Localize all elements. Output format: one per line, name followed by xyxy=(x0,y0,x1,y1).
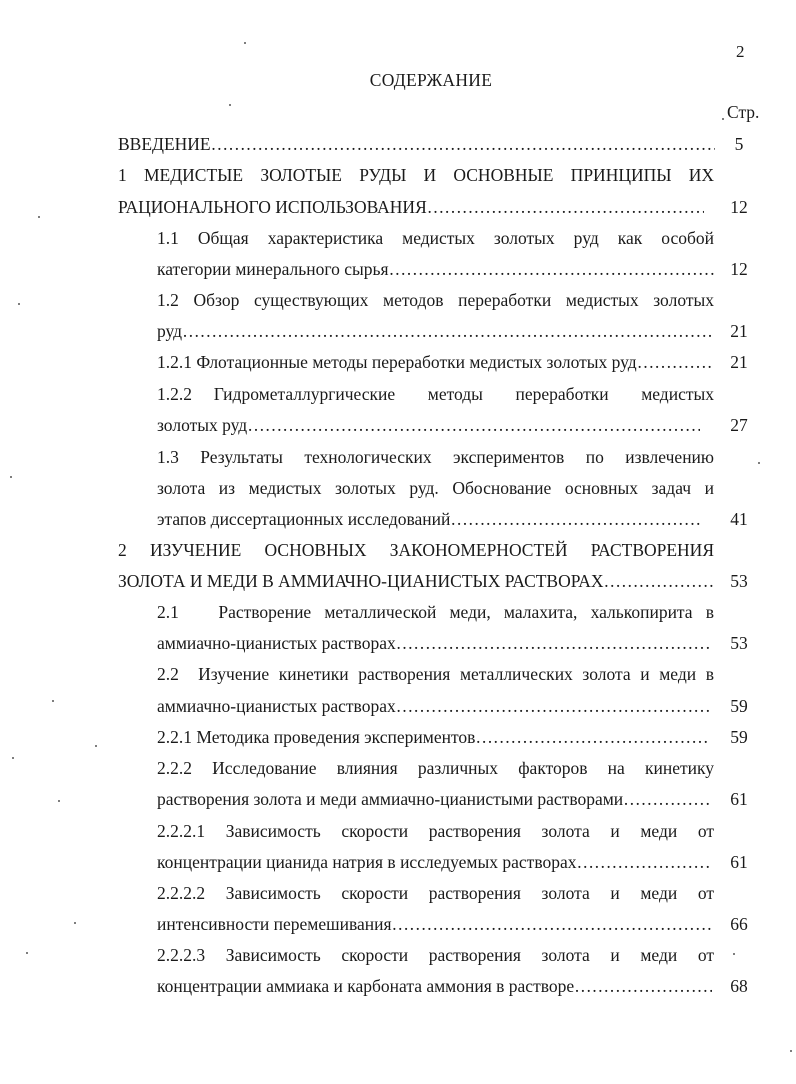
toc-leader-dots xyxy=(247,414,700,436)
toc-leader-dots xyxy=(576,851,710,873)
toc-entry-chapter-2[interactable] xyxy=(118,570,714,592)
toc-page-number: 53 xyxy=(730,633,748,653)
toc-page-number: 21 xyxy=(730,352,748,372)
scan-speck xyxy=(229,104,231,106)
toc-leader-dots xyxy=(182,320,713,342)
toc-page-number: 21 xyxy=(730,321,748,341)
scan-speck xyxy=(244,42,246,44)
toc-entry-1-1[interactable] xyxy=(157,258,714,280)
toc-line: ВВЕДЕНИЕ xyxy=(118,134,211,154)
toc-entry-1-3[interactable] xyxy=(157,508,700,530)
toc-line[interactable]: 1.1 Общая характеристика медистых золотых руд как особой xyxy=(157,228,714,248)
toc-leader-dots xyxy=(475,726,709,748)
toc-line: аммиачно-цианистых растворах xyxy=(157,633,396,653)
toc-page-number: 66 xyxy=(730,914,748,934)
toc-line[interactable]: 2.2.2.3 Зависимость скорости растворения золота и меди от xyxy=(157,945,714,965)
toc-line: золотых руд xyxy=(157,415,248,435)
scan-speck xyxy=(38,216,40,218)
toc-entry-2-2-2-2[interactable] xyxy=(157,913,712,935)
toc-line[interactable]: 1 МЕДИСТЫЕ ЗОЛОТЫЕ РУДЫ И ОСНОВНЫЕ ПРИНЦИПЫ ИХ xyxy=(118,165,714,185)
toc-page-number: 53 xyxy=(730,571,748,591)
toc-line: растворения золота и меди аммиачно-цианистыми растворами xyxy=(157,789,624,809)
scan-speck xyxy=(790,1050,792,1052)
toc-line: этапов диссертационных исследований xyxy=(157,509,451,529)
toc-entry-2-1[interactable] xyxy=(157,632,712,654)
scan-speck xyxy=(18,303,20,305)
toc-line: 2.2.1 Методика проведения экспериментов xyxy=(157,727,476,747)
toc-entry-1-2-1[interactable] xyxy=(157,351,711,373)
toc-line: РАЦИОНАЛЬНОГО ИСПОЛЬЗОВАНИЯ xyxy=(118,197,427,217)
toc-line: интенсивности перемешивания xyxy=(157,914,392,934)
toc-entry-2-2-1[interactable] xyxy=(157,726,709,748)
toc-line[interactable]: 1.3 Результаты технологических экспериментов по извлечению xyxy=(157,447,714,467)
toc-page-number: 12 xyxy=(730,259,748,279)
toc-page-number: 59 xyxy=(730,727,748,747)
toc-page-number: 5 xyxy=(734,134,744,154)
toc-line[interactable]: 2.2.2.2 Зависимость скорости растворения золота и меди от xyxy=(157,883,714,903)
toc-leader-dots xyxy=(604,570,714,592)
toc-line[interactable]: 2.1 Растворение металлической меди, малахита, халькопирита в xyxy=(157,602,714,622)
scan-speck xyxy=(758,462,760,464)
page-title: СОДЕРЖАНИЕ xyxy=(369,70,493,90)
scan-speck xyxy=(58,800,60,802)
toc-entry-2-2[interactable] xyxy=(157,695,712,717)
toc-line: концентрации цианида натрия в исследуемых растворах xyxy=(157,852,577,872)
toc-line: руд xyxy=(157,321,183,341)
scan-speck xyxy=(26,952,28,954)
toc-leader-dots xyxy=(211,133,715,155)
scan-speck xyxy=(722,118,724,120)
toc-leader-dots xyxy=(396,632,712,654)
scan-speck xyxy=(74,922,76,924)
toc-leader-dots xyxy=(427,196,704,218)
toc-line[interactable]: 1.2 Обзор существующих методов переработки медистых золотых xyxy=(157,290,714,310)
toc-leader-dots xyxy=(389,258,714,280)
toc-line[interactable]: 1.2.2 Гидрометаллургические методы переработки медистых xyxy=(157,384,714,404)
page-column-header: Стр. xyxy=(727,102,760,122)
scan-speck xyxy=(12,757,14,759)
toc-line: категории минерального сырья xyxy=(157,259,389,279)
toc-entry-1-2[interactable] xyxy=(157,320,713,342)
toc-entry-2-2-2-3[interactable] xyxy=(157,975,712,997)
toc-entry-introduction[interactable] xyxy=(118,133,715,155)
toc-page-number: 59 xyxy=(730,696,748,716)
toc-page-number: 61 xyxy=(730,789,748,809)
toc-page-number: 12 xyxy=(730,197,748,217)
toc-leader-dots xyxy=(574,975,712,997)
toc-line: аммиачно-цианистых растворах xyxy=(157,696,396,716)
scan-speck xyxy=(733,953,735,955)
toc-line[interactable]: 2.2.2.1 Зависимость скорости растворения золота и меди от xyxy=(157,821,714,841)
toc-leader-dots xyxy=(623,788,712,810)
toc-entry-1-2-2[interactable] xyxy=(157,414,700,436)
toc-leader-dots xyxy=(392,913,712,935)
toc-leader-dots xyxy=(637,351,711,373)
toc-leader-dots xyxy=(450,508,700,530)
toc-line: ЗОЛОТА И МЕДИ В АММИАЧНО-ЦИАНИСТЫХ РАСТВОРАХ xyxy=(118,571,604,591)
toc-line[interactable]: 2.2 Изучение кинетики растворения металлических золота и меди в xyxy=(157,664,714,684)
scan-speck xyxy=(52,700,54,702)
toc-page-number: 68 xyxy=(730,976,748,996)
toc-line[interactable]: 2 ИЗУЧЕНИЕ ОСНОВНЫХ ЗАКОНОМЕРНОСТЕЙ РАСТВОРЕНИЯ xyxy=(118,540,714,560)
toc-page-number: 27 xyxy=(730,415,748,435)
toc-page-number: 61 xyxy=(730,852,748,872)
toc-leader-dots xyxy=(396,695,712,717)
toc-entry-2-2-2[interactable] xyxy=(157,788,712,810)
page-number: 2 xyxy=(736,42,745,61)
toc-line[interactable]: золота из медистых золотых руд. Обоснование основных задач и xyxy=(157,478,714,498)
scan-speck xyxy=(95,745,97,747)
toc-line: 1.2.1 Флотационные методы переработки медистых золотых руд xyxy=(157,352,637,372)
toc-entry-2-2-2-1[interactable] xyxy=(157,851,710,873)
scan-speck xyxy=(10,476,12,478)
toc-line[interactable]: 2.2.2 Исследование влияния различных факторов на кинетику xyxy=(157,758,714,778)
toc-entry-chapter-1[interactable] xyxy=(118,196,704,218)
toc-page-number: 41 xyxy=(730,509,748,529)
toc-line: концентрации аммиака и карбоната аммония в растворе xyxy=(157,976,575,996)
